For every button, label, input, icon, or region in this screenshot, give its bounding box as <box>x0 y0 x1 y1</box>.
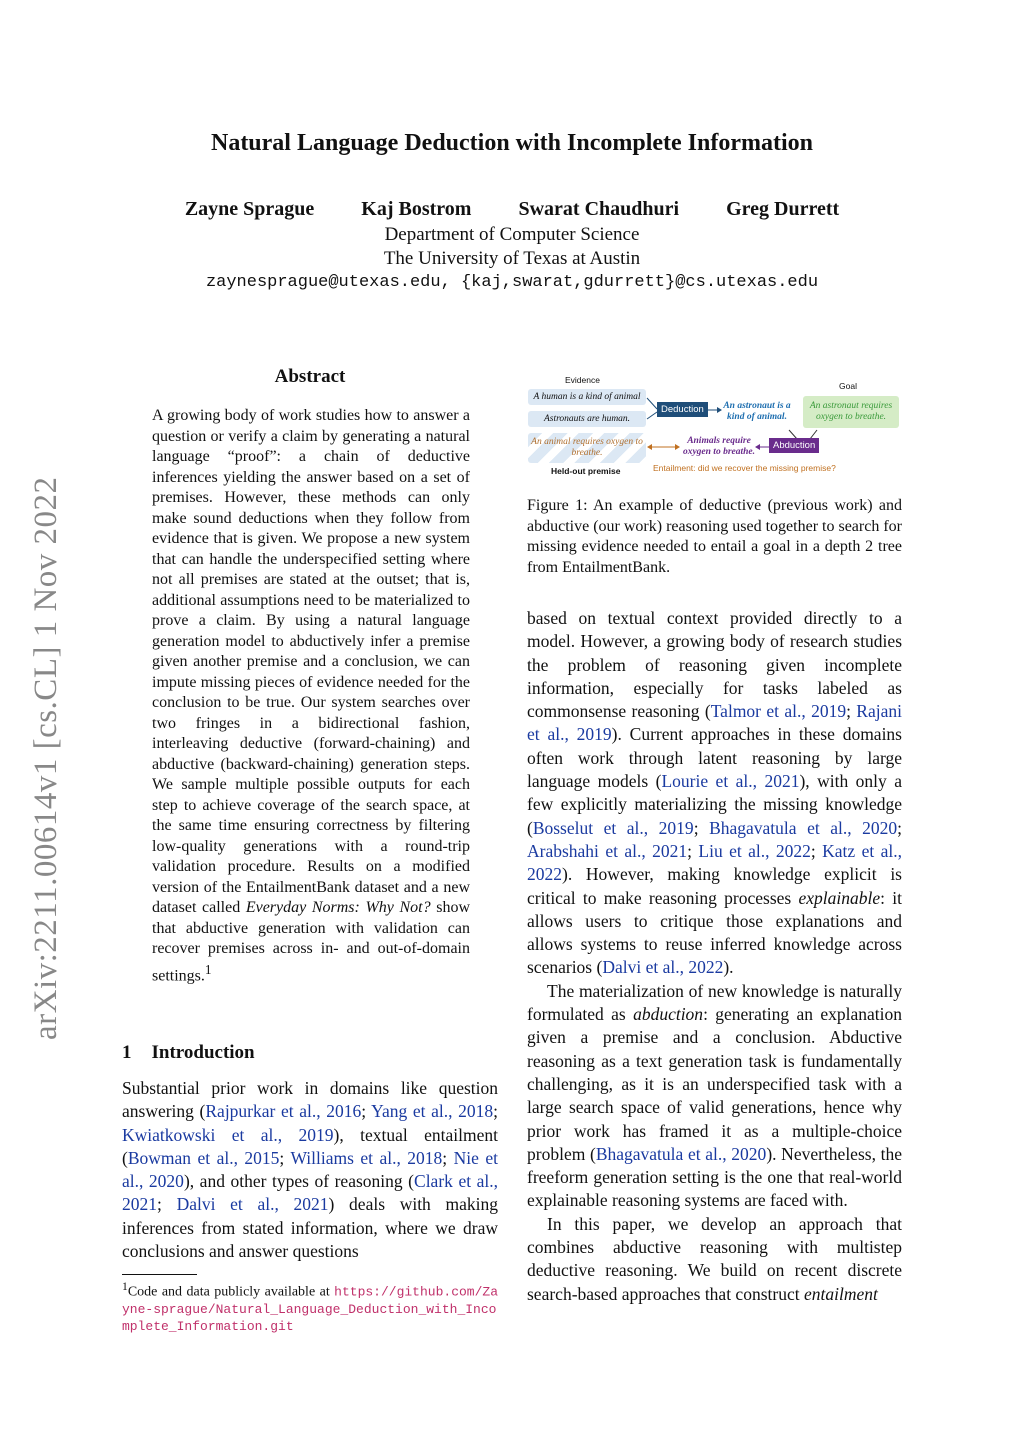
citation-link[interactable]: Arabshahi et al., 2021 <box>527 840 688 861</box>
citation-link[interactable]: Clark et al., 2021 <box>122 1171 498 1215</box>
goal-label: Goal <box>839 381 857 391</box>
text-span: ). However, making knowledge explicit is critical to make reasoning processes <box>527 864 902 908</box>
text-span: ; <box>361 1101 372 1122</box>
footnote <box>122 1278 498 1335</box>
citation-link[interactable]: Kwiatkowski et al., 2019 <box>122 1124 334 1145</box>
evidence-premise: A human is a kind of animal <box>528 389 646 405</box>
footnote-text: Code and data publicly available at <box>127 1284 335 1300</box>
section-heading <box>122 1042 255 1064</box>
text-span: Everyday Norms: Why Not? <box>245 899 431 916</box>
arxiv-stamp: arXiv:2211.00614v1 [cs.CL] 1 Nov 2022 <box>28 476 64 1040</box>
university: The University of Texas at Austin <box>383 248 641 269</box>
citation-link[interactable]: Yang et al., 2018 <box>371 1101 494 1122</box>
text-span: ; <box>493 1101 498 1122</box>
text-span: entailment <box>803 1283 878 1304</box>
evidence-label: Evidence <box>565 375 600 385</box>
evidence-premise: Astronauts are human. <box>528 411 646 427</box>
text-span: ; <box>846 701 857 722</box>
text-span: ), and other types of reasoning ( <box>183 1171 415 1192</box>
deduction-step: Deduction <box>657 402 708 417</box>
citation-link[interactable]: Liu et al., 2022 <box>698 840 811 861</box>
text-span: : it allows users to critique those explanations and allows systems to reuse inferred knowledge across scenarios ( <box>527 887 902 978</box>
citation-link[interactable]: Bosselut et al., 2019 <box>532 817 694 838</box>
text-span: Substantial prior work in domains like question answering ( <box>122 1078 498 1122</box>
section-number: 1 <box>122 1042 132 1063</box>
text-span: ; <box>279 1147 291 1168</box>
text-span: explainable <box>798 887 881 908</box>
right-column <box>527 607 902 1306</box>
citation-link[interactable]: Talmor et al., 2019 <box>710 701 847 722</box>
citation-link[interactable]: Bowman et al., 2015 <box>127 1147 280 1168</box>
text-span: ), with only a few explicitly materializing the missing knowledge ( <box>527 771 903 838</box>
department: Department of Computer Science <box>384 224 640 245</box>
entailment-question: Entailment: did we recover the missing premise? <box>653 463 836 473</box>
section-title: Introduction <box>151 1042 255 1063</box>
text-span: ). Current approaches in these domains often work through latent reasoning by large language models ( <box>527 724 902 792</box>
citation-link[interactable]: Lourie et al., 2021 <box>661 771 800 792</box>
citation-link[interactable]: Dalvi et al., 2022 <box>602 957 724 978</box>
text-span: ). <box>723 957 734 978</box>
abduction-step: Abduction <box>769 438 819 453</box>
body-paragraph <box>527 607 902 980</box>
abduction-output: Animals require oxygen to breathe. <box>682 436 756 457</box>
text-span: The materialization of new knowledge is naturally formulated as <box>527 980 902 1025</box>
citation-link[interactable]: Nie et al., 2020 <box>122 1147 498 1192</box>
footnote-rule <box>122 1274 197 1275</box>
author: Swarat Chaudhuri <box>518 198 680 220</box>
text-span: ; <box>693 817 710 838</box>
paper-title: Natural Language Deduction with Incomplete Information <box>210 130 813 156</box>
text-span: In this paper, we develop an approach that combines abductive reasoning with multistep deductive reasoning. We build on recent discrete search-based approaches that construct <box>527 1213 902 1304</box>
footnote-mark: 1 <box>204 961 212 977</box>
footnote-mark: 1 <box>122 1280 128 1293</box>
text-span: ; <box>810 840 823 861</box>
text-span: A growing body of work studies how to answer a question or verify a claim by generating a natural language “proof”: a chain of deductive inferences yielding the answer based on a set of premises. However, these methods can only make sound deductions when they follow from evidence that is given. We propose a new system that can handle the underspecified setting where not all premises are stated at the outset; that is, additional assumptions need to be materialized to prove a claim. By using a natural language generation model to abductively infer a premise given another premise and a conclusion, we can impute missing pieces of evidence needed for the conclusion to be true. Our system searches over two fringes in a bidirectional fashion, interleaving deductive (forward-chaining) and abductive (backward-chaining) generation steps. We sample multiple possible outputs for each step to achieve coverage of the search space, at the same time ensuring correctness by filtering low-quality generations with a round-trip validation procedure. Results on a modified version of the EntailmentBank dataset and a new dataset called <box>152 407 470 916</box>
body-paragraph <box>527 1213 902 1306</box>
abstract-body <box>152 406 470 986</box>
author: Greg Durrett <box>726 198 840 220</box>
figure-1 <box>527 372 902 482</box>
deduction-output: An astronaut is a kind of animal. <box>723 401 791 422</box>
author-emails: zaynesprague@utexas.edu, {kaj,swarat,gdurrett}@cs.utexas.edu <box>205 273 819 292</box>
text-span: ; <box>687 840 699 861</box>
held-out-label: Held-out premise <box>551 466 621 476</box>
text-span: based on textual context provided directly to a model. However, a growing body of research studies the problem of reasoning given incomplete information, especially for tasks labeled as commonsense reasoning ( <box>527 608 902 722</box>
body-paragraph <box>527 980 902 1213</box>
text-span: ) deals with making inferences from stated information, where we draw conclusions and answer questions <box>122 1194 498 1262</box>
text-span: ). Nevertheless, the freeform generation setting is the one that real-world explainable reasoning systems are faced with. <box>527 1143 902 1211</box>
text-span: abduction <box>633 1004 704 1025</box>
abstract-heading: Abstract <box>274 366 346 387</box>
held-out-premise-box: An animal requires oxygen to breathe. <box>528 433 646 463</box>
citation-link[interactable]: Rajpurkar et al., 2016 <box>205 1101 362 1122</box>
goal-box: An astronaut requires oxygen to breathe. <box>803 396 899 428</box>
text-span: ; <box>442 1147 454 1168</box>
citation-link[interactable]: Bhagavatula et al., 2020 <box>595 1143 767 1164</box>
intro-paragraph <box>122 1077 498 1263</box>
citation-link[interactable]: Katz et al., 2022 <box>527 840 902 885</box>
text-span: show that abductive generation with validation can recover premises across in- and out-of-domain settings. <box>152 899 470 984</box>
citation-link[interactable]: Bhagavatula et al., 2020 <box>709 817 898 838</box>
code-link[interactable]: https://github.com/Zayne-sprague/Natural_Language_Deduction_with_Incomplete_Information.git <box>122 1284 498 1334</box>
author: Zayne Sprague <box>184 198 315 220</box>
citation-link[interactable]: Williams et al., 2018 <box>290 1147 443 1168</box>
figure-caption: Figure 1: An example of deductive (previous work) and abductive (our work) reasoning used together to search for missing evidence needed to entail a goal in a depth 2 tree from EntailmentBank. <box>527 497 902 576</box>
text-span: ; <box>897 817 902 838</box>
text-span: ), textual entailment ( <box>122 1124 499 1168</box>
citation-link[interactable]: Rajani et al., 2019 <box>527 701 902 745</box>
text-span: ; <box>157 1194 177 1215</box>
author: Kaj Bostrom <box>361 198 472 220</box>
author-list <box>0 198 1024 221</box>
citation-link[interactable]: Dalvi et al., 2021 <box>176 1194 329 1215</box>
text-span: : generating an explanation given a premise and a conclusion. Abductive reasoning as a text generation task is fundamentally challenging, as it is an underspecified task with a large search space of valid generations, hence why prior work has framed it as a multiple-choice problem ( <box>527 1004 902 1164</box>
